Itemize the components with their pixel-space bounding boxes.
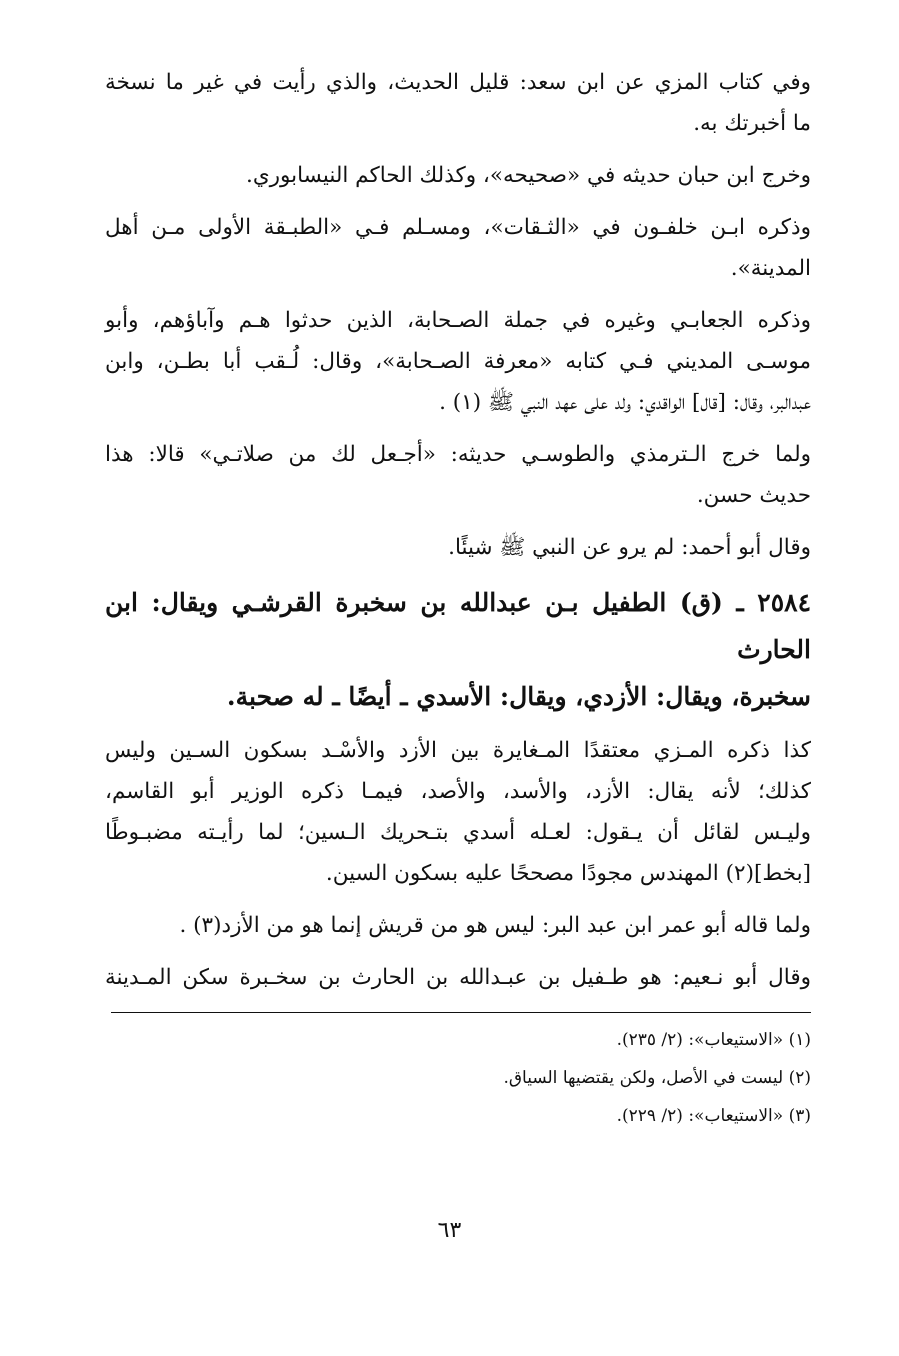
paragraph-jiabi <box>105 300 811 423</box>
text-line: عبدالبر، وقال: [قال] الواقدي: ولد على عهد النبي ﷺ (١) . <box>439 390 811 415</box>
text-line: موسـى المديني فـي كتابه «معرفة الصـحابة»، وقال: لُـقب أبا بطـن، وابن <box>105 349 811 374</box>
footnote-3: (٣) «الاستيعاب»: (٢/ ٢٢٩). <box>616 1106 811 1126</box>
text-line: وذكره ابـن خلفـون في «الثـقات»، ومسـلم فـي «الطبـقة الأولى مـن أهل <box>105 215 811 240</box>
paragraph-abu-umar <box>105 905 811 946</box>
text-line: ولما خرج الـترمذي والطوسـي حديثه: «أجـعل لك من صلاتـي» قالا: هذا <box>105 442 811 467</box>
text-line: ولما قاله أبو عمر ابن عبد البر: ليس هو من قريش إنما هو من الأزد(٣) . <box>179 913 811 938</box>
paragraph-abu-ahmad <box>105 527 811 568</box>
text-line: وليـس لقائل أن يـقول: لعـله أسدي بتـحريك الـسين؛ لما رأيـته مضبـوطًا <box>105 820 811 845</box>
paragraph-ibn-hibban <box>105 155 811 196</box>
page-number: ٦٣ <box>437 1218 462 1243</box>
text-line: كذلك؛ لأنه يقال: الأزد، والأسد، والأصد، فيمـا ذكره الوزير أبو القاسم، <box>105 779 811 804</box>
text-line: حديث حسن. <box>696 483 811 508</box>
text-line: ما أخبرتك به. <box>693 111 811 136</box>
text-line: المدينة». <box>730 256 811 281</box>
text-line: كذا ذكره المـزي معتقدًا المـغايرة بين الأزد والأسْـد بسكون السـين وليس <box>105 738 811 763</box>
text-line: وقال أبو أحمد: لم يرو عن النبي ﷺ شيئًا. <box>448 535 811 560</box>
entry-heading-2584 <box>105 579 811 720</box>
paragraph-abu-nuaym <box>105 957 811 998</box>
paragraph-mizzi-note <box>105 730 811 894</box>
text-line: وذكره الجعابـي وغيره في جملة الصـحابة، الذين حدثوا هـم وآباؤهم، وأبو <box>105 308 811 333</box>
heading-line: ٢٥٨٤ ـ (ق) الطفيل بـن عبدالله بن سخبرة القرشـي ويقال: ابن الحارث <box>105 588 811 664</box>
footnote-divider <box>111 1012 811 1013</box>
text-line: وخرج ابن حبان حديثه في «صحيحه»، وكذلك الحاكم النيسابوري. <box>245 163 811 188</box>
text-line: [بخط](٢) المهندس مجودًا مصححًا عليه بسكون السين. <box>325 861 811 886</box>
text-line: وقال أبو نـعيم: هو طـفيل بن عبـدالله بن الحارث بن سخـبرة سكن المـدينة <box>105 965 811 990</box>
footnote-1: (١) «الاستيعاب»: (٢/ ٢٣٥). <box>616 1030 811 1050</box>
heading-line: سخبرة، ويقال: الأزدي، ويقال: الأسدي ـ أيضًا ـ له صحبة. <box>226 682 811 711</box>
footnotes <box>105 1021 811 1135</box>
paragraph-ibn-saad <box>105 62 811 144</box>
footnote-2: (٢) ليست في الأصل، ولكن يقتضيها السياق. <box>503 1068 811 1088</box>
paragraph-ibn-khalfun <box>105 207 811 289</box>
page-body <box>105 62 811 1135</box>
paragraph-tirmidhi <box>105 434 811 516</box>
text-line: وفي كتاب المزي عن ابن سعد: قليل الحديث، والذي رأيت في غير ما نسخة <box>105 70 811 95</box>
